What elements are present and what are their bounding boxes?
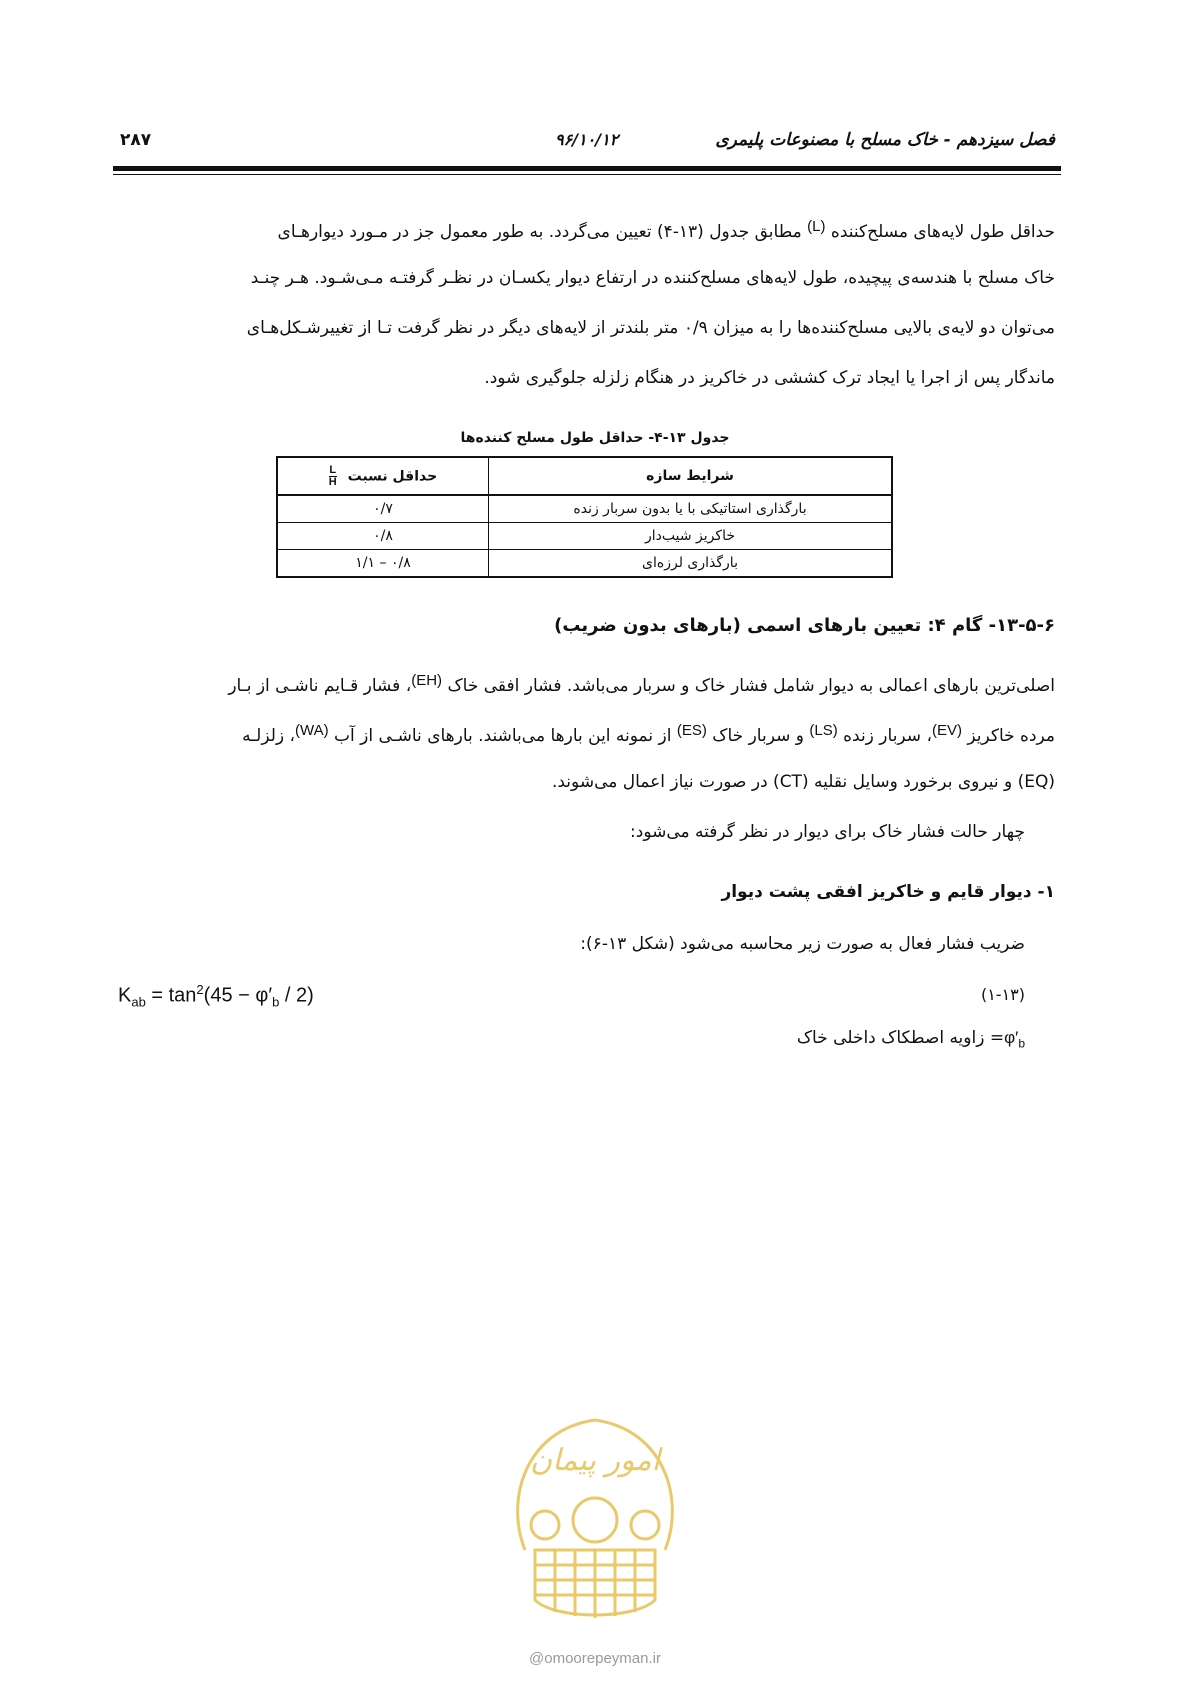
phi-text: = زاویه اصطکاک داخلی خاک	[796, 1028, 1005, 1048]
section-heading: ۱۳-۵-۶- گام ۴: تعیین بارهای اسمی (بارهای بدون ضریب)	[554, 615, 1055, 636]
col-header-ratio	[277, 457, 489, 495]
table-row	[277, 523, 892, 550]
section-text: از نمونه این بارها می‌باشند. بارهای ناشـی از آب	[334, 726, 672, 746]
section-line3: (EQ) و نیروی برخورد وسایل نقلیه (CT) در صورت نیاز اعمال می‌شوند.	[551, 772, 1055, 792]
phi-definition	[797, 1028, 1025, 1050]
ratio-label: حداقل نسبت	[347, 468, 438, 484]
header-rule-thick	[113, 166, 1061, 171]
eq-argument: (45 − φ′	[203, 984, 273, 1007]
watermark-logo	[495, 1400, 695, 1630]
cell-value: ۰/۸ – ۱/۱	[277, 550, 489, 578]
section-line1	[228, 672, 1055, 696]
section-text: ، زلزلـه	[242, 726, 295, 746]
table-caption: جدول ۱۳-۴- حداقل طول مسلح کننده‌ها	[460, 430, 730, 446]
eq-phi-sub: b	[272, 994, 280, 1010]
eq-tan: = tan	[145, 984, 197, 1007]
equation	[118, 982, 314, 1010]
table-row	[277, 550, 892, 578]
min-length-table	[276, 456, 893, 578]
cell-condition: خاکریز شیب‌دار	[489, 523, 893, 550]
subsection-heading: ۱- دیوار قایم و خاکریز افقی پشت دیوار	[721, 882, 1055, 902]
section-text: ، سربار زنده	[843, 726, 932, 746]
header-rule-thin	[113, 174, 1061, 175]
cell-value: ۰/۸	[277, 523, 489, 550]
equation-number: (۱-۱۳)	[980, 985, 1025, 1004]
para1-line4: ماندگار پس از اجرا یا ایجاد ترک کششی در خاکریز در هنگام زلزله جلوگیری شود.	[484, 368, 1055, 388]
table-header-row	[277, 457, 892, 495]
symbol-EH: (EH)	[411, 672, 443, 689]
page-number: ۲۸۷	[120, 130, 152, 150]
section-text: مرده خاکریز	[967, 726, 1055, 746]
para1-text: مطابق جدول (۱۳-۴) تعیین می‌گردد. به طور معمول جز در مـورد دیوارهـای	[277, 222, 802, 242]
cell-value: ۰/۷	[277, 495, 489, 523]
symbol-ES: (ES)	[676, 722, 707, 739]
para1-text: حداقل طول لایه‌های مسلح‌کننده	[830, 222, 1055, 242]
section-text: و سربار خاک	[712, 726, 804, 746]
para1-line2: خاک مسلح با هندسه‌ی پیچیده، طول لایه‌های مسلح‌کننده در ارتفاع دیوار یکسـان در نظـر گرفتـه مـی‌شـود. هـر چنـد	[250, 268, 1055, 288]
symbol-WA: (WA)	[295, 722, 329, 739]
cell-condition: بارگذاری لرزه‌ای	[489, 550, 893, 578]
symbol-LS: (LS)	[809, 722, 838, 739]
cell-condition: بارگذاری استاتیکی با یا بدون سربار زنده	[489, 495, 893, 523]
symbol-L: (L)	[807, 218, 826, 235]
para1-line3: می‌توان دو لایه‌ی بالایی مسلح‌کننده‌ها را به میزان ۰/۹ متر بلندتر از لایه‌های دیگر در نظر گرفت تـا از تغییرشـکل‌هـای	[246, 318, 1055, 338]
subsection-line1: ضریب فشار فعال به صورت زیر محاسبه می‌شود (شکل ۱۳-۶):	[580, 934, 1025, 954]
fraction-L-over-H	[329, 465, 337, 488]
section-line4: چهار حالت فشار خاک برای دیوار در نظر گرفته می‌شود:	[630, 822, 1025, 842]
header-date: ۹۶/۱۰/۱۲	[555, 130, 619, 149]
eq-K-sub: ab	[131, 994, 146, 1010]
section-line2	[242, 722, 1055, 746]
section-text: ، فشار قـایم ناشـی از بـار	[228, 676, 412, 696]
table-row	[277, 495, 892, 523]
frac-bottom: H	[328, 475, 337, 488]
symbol-EV: (EV)	[931, 722, 962, 739]
phi-sub: b	[1018, 1036, 1025, 1051]
para1-line1	[278, 218, 1055, 242]
col-header-condition: شرایط سازه	[489, 457, 893, 495]
eq-power: 2	[196, 982, 204, 997]
phi-symbol: φ′	[1004, 1028, 1019, 1047]
eq-end: / 2)	[279, 984, 314, 1007]
watermark-logo-text: امور پیمان	[530, 1443, 660, 1478]
section-text: اصلی‌ترین بارهای اعمالی به دیوار شامل فشار خاک و سربار می‌باشد. فشار افقی خاک	[447, 676, 1055, 696]
eq-K: K	[118, 984, 132, 1007]
watermark-url: @omoorepeyman.ir	[529, 1650, 661, 1667]
frac-top: L	[329, 463, 337, 476]
chapter-title: فصل سیزدهم - خاک مسلح با مصنوعات پلیمری	[715, 130, 1055, 150]
